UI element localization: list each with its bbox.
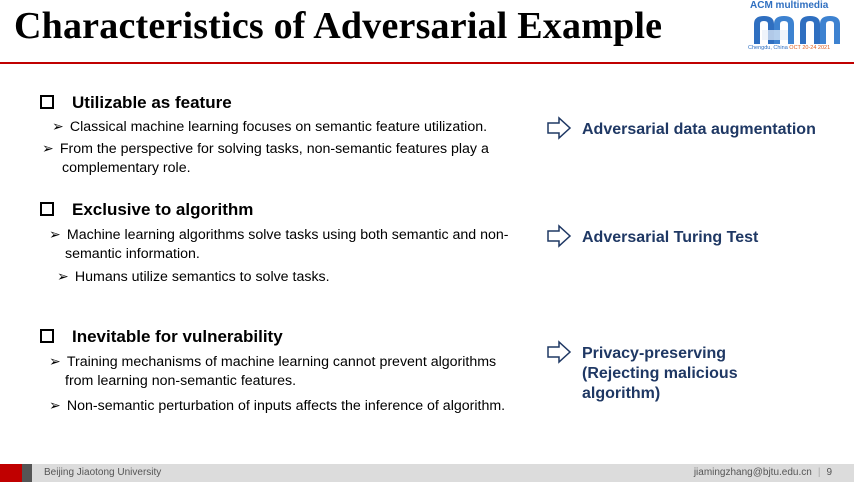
arrow-bullet-icon: ➢ — [49, 227, 61, 243]
logo-location: Chengdu, China — [748, 45, 788, 51]
right-arrow-icon — [546, 116, 572, 140]
bullet-1-1: ➢ Classical machine learning focuses on semantic feature utilization. — [52, 119, 488, 135]
bullet-3-2: ➢ Non-semantic perturbation of inputs affects the inference of algorithm. — [49, 398, 506, 414]
checkbox-square-icon — [40, 95, 54, 109]
arrow-bullet-icon: ➢ — [52, 119, 64, 135]
logo-subtitle — [748, 45, 830, 51]
bullet-3-1: ➢ Training mechanisms of machine learning cannot prevent algorithms from learning non-semantic features. — [49, 354, 497, 389]
acm-multimedia-logo — [744, 0, 854, 58]
arrow-bullet-icon: ➢ — [57, 269, 69, 285]
checkbox-square-icon — [40, 202, 54, 216]
logo-dates: OCT 20-24 2021 — [789, 45, 831, 51]
footer-red-block — [0, 464, 22, 482]
slide-footer — [0, 464, 854, 482]
section-heading-1: Utilizable as feature — [40, 93, 232, 113]
section-heading-3: Inevitable for vulnerability — [40, 327, 283, 347]
result-1: Adversarial data augmentation — [582, 121, 816, 138]
footer-separator: | — [817, 467, 821, 478]
bullet-2-2: ➢ Humans utilize semantics to solve tasks. — [57, 269, 330, 285]
bullet-1-2: ➢ From the perspective for solving tasks, non-semantic features play a complementary role. — [42, 141, 489, 176]
right-arrow-icon — [546, 340, 572, 364]
footer-institution: Beijing Jiaotong University — [44, 467, 162, 478]
result-2: Adversarial Turing Test — [582, 229, 759, 246]
footer-email: jiamingzhang@bjtu.edu.cn — [693, 467, 812, 478]
result-3: Privacy-preserving (Rejecting malicious algorithm) — [582, 345, 738, 402]
slide-title: Characteristics of Adversarial Example — [14, 5, 663, 47]
bullet-2-1: ➢ Machine learning algorithms solve tasks using both semantic and non-semantic information. — [49, 227, 509, 262]
arrow-bullet-icon: ➢ — [49, 398, 61, 414]
arrow-bullet-icon: ➢ — [42, 141, 54, 157]
title-divider — [0, 62, 854, 64]
arrow-bullet-icon: ➢ — [49, 354, 61, 370]
mm-logo-icon — [752, 12, 848, 44]
right-arrow-icon — [546, 224, 572, 248]
footer-dark-block — [22, 464, 32, 482]
section-heading-2: Exclusive to algorithm — [40, 200, 253, 220]
logo-brand: ACM multimedia — [750, 0, 829, 11]
footer-contact — [694, 467, 832, 478]
checkbox-square-icon — [40, 329, 54, 343]
page-number: 9 — [826, 467, 832, 478]
